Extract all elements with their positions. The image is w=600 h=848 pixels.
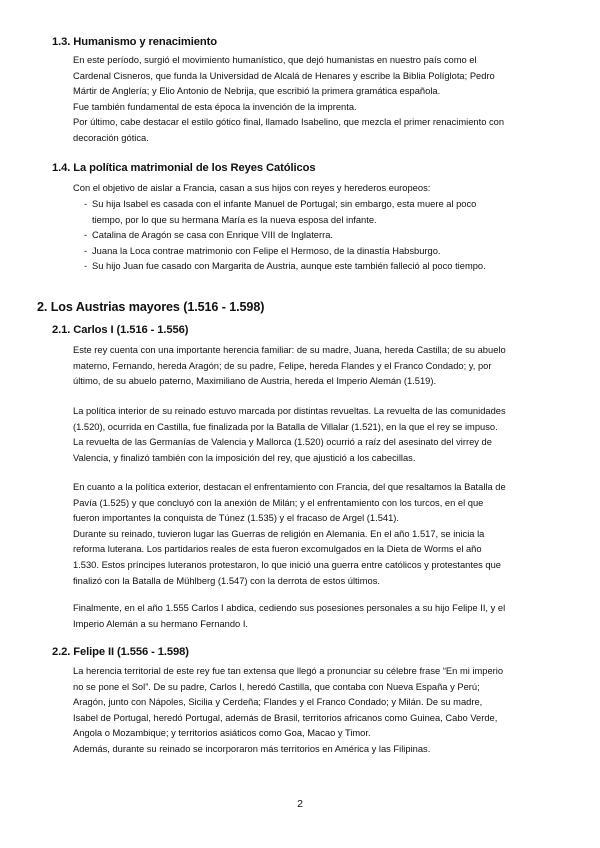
text-line: materno, Fernando, hereda Aragón; de su padre, Felipe, hereda Flandes y el Franco Condado; y, por (73, 360, 492, 371)
section-1-4-intro (73, 181, 573, 197)
text-line: Con el objetivo de aislar a Francia, casan a sus hijos con reyes y herederos europeos: (73, 183, 431, 193)
section-1-3-heading: 1.3. Humanismo y renacimiento (52, 36, 217, 48)
list-item-line: Juana la Loca contrae matrimonio con Felipe el Hermoso, de la dinastía Habsburgo. (92, 245, 441, 256)
section-2-2-body (73, 664, 573, 758)
list-item-line: tiempo, por lo que su hermana María es la nueva esposa del infante. (92, 214, 377, 225)
text-line: La herencia territorial de este rey fue tan extensa que llegó a pronunciar su célebre frase “En mi imperio (73, 666, 504, 676)
dash-bullet: - (84, 230, 88, 241)
text-line: Valencia, y finalizó también con la imposición del rey, que ajustició a los cabecillas. (73, 452, 416, 463)
section-1-4-heading: 1.4. La política matrimonial de los Reyes Católicos (52, 162, 316, 174)
text-line: Finalmente, en el año 1.555 Carlos I abdica, cediendo sus posesiones personales a su hijo Felipe II, y el (73, 603, 506, 613)
text-line: finalizó con la Batalla de Mühlberg (1.547) con la derrota de estos últimos. (73, 575, 380, 586)
section-2-1-para-2 (73, 404, 573, 466)
text-line: Imperio Alemán a su hermano Fernando I. (73, 618, 249, 629)
chapter-2-heading: 2. Los Austrias mayores (1.516 - 1.598) (37, 300, 265, 314)
text-line: Pavía (1.525) y que concluyó con la anexión de Milán; y el enfrentamiento con los turcos, en el que (73, 497, 484, 508)
text-line: Este rey cuenta con una importante herencia familiar: de su madre, Juana, hereda Castilla; de su abuelo (73, 345, 506, 355)
marriage-list (84, 197, 584, 275)
dash-bullet: - (84, 199, 88, 209)
text-line: Además, durante su reinado se incorporaron más territorios en América y las Filipinas. (73, 743, 431, 754)
text-line: último, de su abuelo paterno, Maximiliano de Austria, hereda el Imperio Alemán (1.519). (73, 376, 437, 387)
section-1-3-body (73, 53, 573, 147)
section-2-1-para-1 (73, 343, 573, 390)
text-line: Angola o Mozambique; y territorios asiáticos como Goa, Macao y Timor. (73, 728, 371, 739)
section-2-1-heading: 2.1. Carlos I (1.516 - 1.556) (52, 324, 189, 336)
text-line: Isabel de Portugal, heredó Portugal, además de Brasil, territorios africanos como Guinea, Cabo Verde, (73, 712, 498, 723)
list-item-line: Su hija Isabel es casada con el infante Manuel de Portugal; sin embargo, esta muere al poco (92, 199, 477, 209)
list-item-line: Su hijo Juan fue casado con Margarita de Austria, aunque este también falleció al poco tiempo. (92, 261, 486, 272)
list-item (84, 228, 584, 244)
text-line: En cuanto a la política exterior, destacan el enfrentamiento con Francia, del que resaltamos la Batalla de (73, 482, 506, 492)
list-item (84, 197, 584, 228)
list-item (84, 244, 584, 260)
text-line: Aragón, junto con Nápoles, Sicilia y Cerdeña; Flandes y el Franco Condado; y Milán. De su madre, (73, 697, 483, 708)
text-line: 1.530. Estos príncipes luteranos protestaron, lo que inició una guerra entre católicos y protestantes que (73, 559, 501, 570)
text-line: no se pone el Sol”. De su padre, Carlos I, heredó Castilla, que contaba con Nueva España y Perú; (73, 681, 480, 692)
section-2-2-heading: 2.2. Felipe II (1.556 - 1.598) (52, 646, 189, 658)
text-line: Mártir de Anglería; y Elio Antonio de Nebrija, que escribió la primera gramática española. (73, 86, 441, 97)
text-line: En este período, surgió el movimiento humanístico, que dejó humanistas en nuestro país como el (73, 55, 477, 65)
text-line: Fue también fundamental de esta época la invención de la imprenta. (73, 101, 357, 112)
text-line: fueron importantes la conquista de Túnez (1.535) y el fracaso de Argel (1.541). (73, 513, 400, 524)
dash-bullet: - (84, 245, 88, 256)
text-line: Por último, cabe destacar el estilo gótico final, llamado Isabelino, que mezcla el primer renacimiento con (73, 117, 505, 128)
page-number: 2 (297, 798, 303, 810)
text-line: decoración gótica. (73, 132, 149, 143)
text-line: La política interior de su reinado estuvo marcada por distintas revueltas. La revuelta de las comunidades (73, 406, 506, 416)
text-line: Cardenal Cisneros, que funda la Universidad de Alcalá de Henares y escribe la Biblia Políglota; Pedro (73, 70, 495, 81)
list-item-line: Catalina de Aragón se casa con Enrique VIII de Inglaterra. (92, 230, 334, 241)
text-line: reforma luterana. Los partidarios reales de esta fueron excomulgados en la Dieta de Worms el año (73, 544, 482, 555)
section-2-1-para-3 (73, 480, 573, 589)
section-2-1-para-4 (73, 601, 573, 632)
text-line: (1.520), ocurrida en Castilla, fue finalizada por la Batalla de Villalar (1.521), en la que el rey se impuso. (73, 421, 498, 432)
text-line: Durante su reinado, tuvieron lugar las Guerras de religión en Alemania. En el año 1.517, se inicia la (73, 528, 485, 539)
dash-bullet: - (84, 261, 88, 272)
text-line: La revuelta de las Germanías de Valencia y Mallorca (1.520) ocurrió a raíz del asesinato del virrey de (73, 437, 492, 448)
list-item (84, 259, 584, 275)
